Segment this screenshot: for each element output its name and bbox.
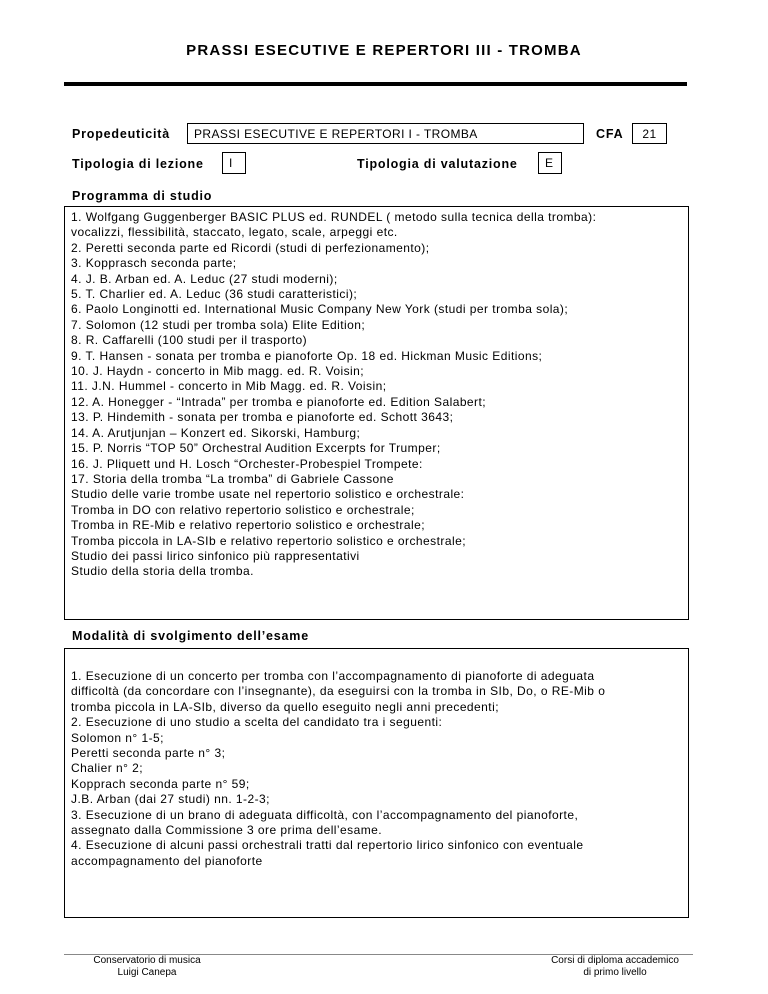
footer-right-line: di primo livello [583, 967, 647, 978]
programma-line: 2. Peretti seconda parte ed Ricordi (studi di perfezionamento); [71, 240, 430, 255]
title-rule [64, 82, 687, 86]
footer-left-line: Conservatorio di musica [93, 955, 201, 966]
programma-line: 16. J. Pliquett und H. Losch “Orchester-Probespiel Trompete: [71, 456, 423, 471]
modalita-line: 3. Esecuzione di un brano di adeguata difficoltà, con l’accompagnamento del pianoforte, [71, 807, 579, 822]
programma-line: 3. Kopprasch seconda parte; [71, 256, 237, 271]
programma-line: 5. T. Charlier ed. A. Leduc (36 studi caratteristici); [71, 287, 358, 302]
footer-left-line: Luigi Canepa [117, 967, 177, 978]
programma-line: vocalizzi, flessibilità, staccato, legato, scale, arpeggi etc. [71, 225, 398, 240]
modalita-line: Solomon n° 1-5; [71, 730, 164, 745]
modalita-box [64, 648, 689, 918]
tipologia-valutazione-field: E [538, 152, 562, 174]
programma-line: Studio dei passi lirico sinfonico più rappresentativi [71, 548, 360, 563]
modalita-line: Chalier n° 2; [71, 761, 144, 776]
programma-line: 15. P. Norris “TOP 50” Orchestral Audition Excerpts for Trumper; [71, 441, 441, 456]
modalita-line: 2. Esecuzione di uno studio a scelta del candidato tra i seguenti: [71, 715, 443, 730]
cfa-field: 21 [632, 123, 667, 144]
programma-line: 12. A. Honegger - “Intrada” per tromba e pianoforte ed. Edition Salabert; [71, 394, 487, 409]
programma-line: 17. Storia della tromba “La tromba” di Gabriele Cassone [71, 471, 394, 486]
modalita-line: Kopprach seconda parte n° 59; [71, 776, 250, 791]
programma-box [64, 206, 689, 620]
modalita-line: 4. Esecuzione di alcuni passi orchestrali tratti dal repertorio lirico sinfonico con eventuale [71, 838, 584, 853]
programma-line: 14. A. Arutjunjan – Konzert ed. Sikorski, Hamburg; [71, 425, 361, 440]
propedeuticita-label: Propedeuticità [72, 127, 171, 141]
programma-line: Studio della storia della tromba. [71, 564, 254, 579]
programma-line: 13. P. Hindemith - sonata per tromba e pianoforte ed. Schott 3643; [71, 410, 454, 425]
programma-line: 8. R. Caffarelli (100 studi per il trasporto) [71, 333, 308, 348]
programma-line: 11. J.N. Hummel - concerto in Mib Magg. ed. R. Voisin; [71, 379, 387, 394]
modalita-line: tromba piccola in LA-SIb, diverso da quello eseguito negli anni precedenti; [71, 699, 499, 714]
programma-line: 1. Wolfgang Guggenberger BASIC PLUS ed. RUNDEL ( metodo sulla tecnica della tromba): [71, 210, 597, 224]
modalita-line: assegnato dalla Commissione 3 ore prima dell’esame. [71, 823, 383, 838]
footer-right-line: Corsi di diploma accademico [551, 955, 679, 966]
programma-line: Studio delle varie trombe usate nel repertorio solistico e orchestrale: [71, 487, 465, 502]
programma-line: 10. J. Haydn - concerto in Mib magg. ed. R. Voisin; [71, 364, 365, 379]
cfa-label: CFA [596, 127, 624, 141]
modalita-heading: Modalità di svolgimento dell’esame [72, 629, 309, 643]
tipologia-lezione-label: Tipologia di lezione [72, 157, 204, 171]
modalita-line: 1. Esecuzione di un concerto per tromba con l’accompagnamento di pianoforte di adeguata [71, 669, 595, 683]
programma-line: 7. Solomon (12 studi per tromba sola) Elite Edition; [71, 317, 366, 332]
page-title: PRASSI ESECUTIVE E REPERTORI III - TROMBA [186, 42, 582, 59]
footer-left [82, 955, 212, 979]
programma-line: Tromba piccola in LA-SIb e relativo repertorio solistico e orchestrale; [71, 533, 466, 548]
tipologia-valutazione-label: Tipologia di valutazione [357, 157, 518, 171]
modalita-line: J.B. Arban (dai 27 studi) nn. 1-2-3; [71, 792, 270, 807]
programma-line: Tromba in RE-Mib e relativo repertorio solistico e orchestrale; [71, 518, 426, 533]
modalita-line: difficoltà (da concordare con l’insegnante), da eseguirsi con la tromba in SIb, Do, o RE-Mib o [71, 684, 606, 699]
programma-heading: Programma di studio [72, 189, 213, 203]
tipologia-lezione-field: I [222, 152, 246, 174]
modalita-line: accompagnamento del pianoforte [71, 853, 263, 868]
footer-right [540, 955, 690, 979]
programma-line: 6. Paolo Longinotti ed. International Music Company New York (studi per tromba sola); [71, 302, 569, 317]
propedeuticita-field: PRASSI ESECUTIVE E REPERTORI I - TROMBA [187, 123, 584, 144]
programma-line: Tromba in DO con relativo repertorio solistico e orchestrale; [71, 502, 415, 517]
programma-line: 9. T. Hansen - sonata per tromba e pianoforte Op. 18 ed. Hickman Music Editions; [71, 348, 543, 363]
programma-line: 4. J. B. Arban ed. A. Leduc (27 studi moderni); [71, 271, 338, 286]
modalita-line: Peretti seconda parte n° 3; [71, 746, 226, 761]
